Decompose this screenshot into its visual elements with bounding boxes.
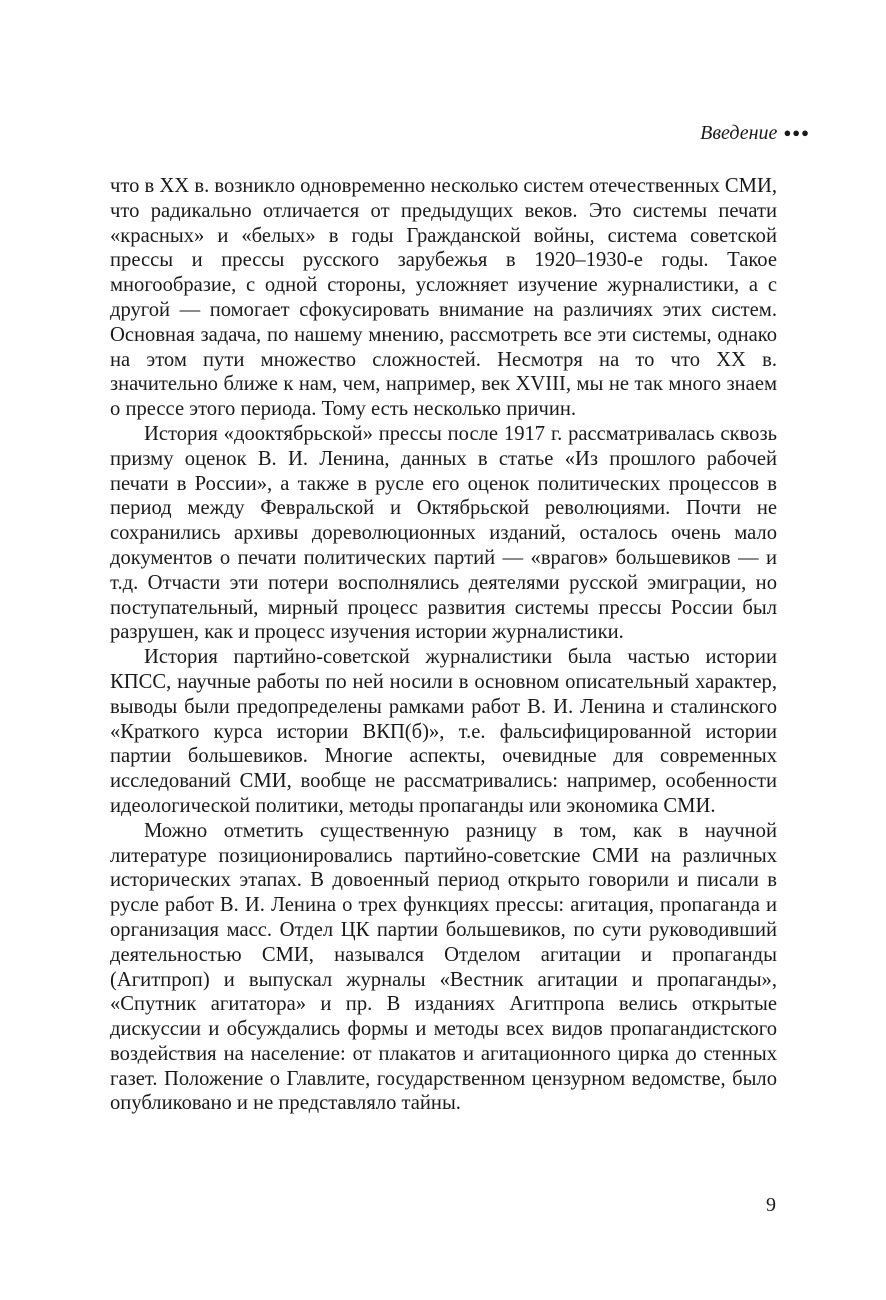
section-title: Введение [700,122,778,144]
paragraph-4: Можно отметить существенную разницу в том, как в научной литературе позиционировались партийно-советские СМИ на различных исторических этапах. В довоенный период открыто говорили и писали в русле работ В. И. Ленина о трех функциях прессы: агитация, пропаганда и организация масс. Отдел ЦК партии большевиков, по сути руководивший деятельностью СМИ, назывался Отделом агитации и пропаганды (Агитпроп) и выпускал журналы «Вестник агитации и пропаганды», «Спутник агитатора» и пр. В изданиях Агитпропа велись открытые дискуссии и обсуждались формы и методы всех видов пропагандистского воздействия на население: от плакатов и агитационного цирка до стенных газет. Положение о Главлите, государственном цензурном ведомстве, было опубликовано и не представляло тайны. [110,819,777,1115]
body-text [110,174,777,1116]
paragraph-2: История «дооктябрьской» прессы после 1917 г. рассматривалась сквозь призму оценок В. И. Ленина, данных в статье «Из прошлого рабочей печати в России», а также в русле его оценок политических процессов в период между Февральской и Октябрьской революциями. Почти не сохранились архивы дореволюционных изданий, осталось очень мало документов о печати политических партий — «врагов» большевиков — и т.д. Отчасти эти потери восполнялись деятелями русской эмиграции, но поступательный, мирный процесс развития системы прессы России был разрушен, как и процесс изучения истории журналистики. [110,422,777,644]
paragraph-3: История партийно-советской журналистики была частью истории КПСС, научные работы по ней носили в основном описательный характер, выводы были предопределены рамками работ В. И. Ленина и сталинского «Краткого курса истории ВКП(б)», т.е. фальсифицированной истории партии большевиков. Многие аспекты, очевидные для современных исследований СМИ, вообще не рассматривались: например, особенности идеологической политики, методы пропаганды или экономика СМИ. [110,646,777,817]
ornament-dots-icon: ●●● [783,125,810,140]
page-number: 9 [766,1194,776,1216]
paragraph-1: что в XX в. возникло одновременно несколько систем отечественных СМИ, что радикально отличается от предыдущих веков. Это системы печати «красных» и «белых» в годы Гражданской войны, система советской прессы и прессы русского зарубежья в 1920–1930-е годы. Такое многообразие, с одной стороны, усложняет изучение журналистики, а с другой — помогает сфокусировать внимание на различиях этих систем. Основная задача, по нашему мнению, рассмотреть все эти системы, однако на этом пути множество сложностей. Несмотря на то что XX в. значительно ближе к нам, чем, например, век XVIII, мы не так много знаем о прессе этого периода. Тому есть несколько причин. [110,175,777,421]
running-header [700,120,810,148]
